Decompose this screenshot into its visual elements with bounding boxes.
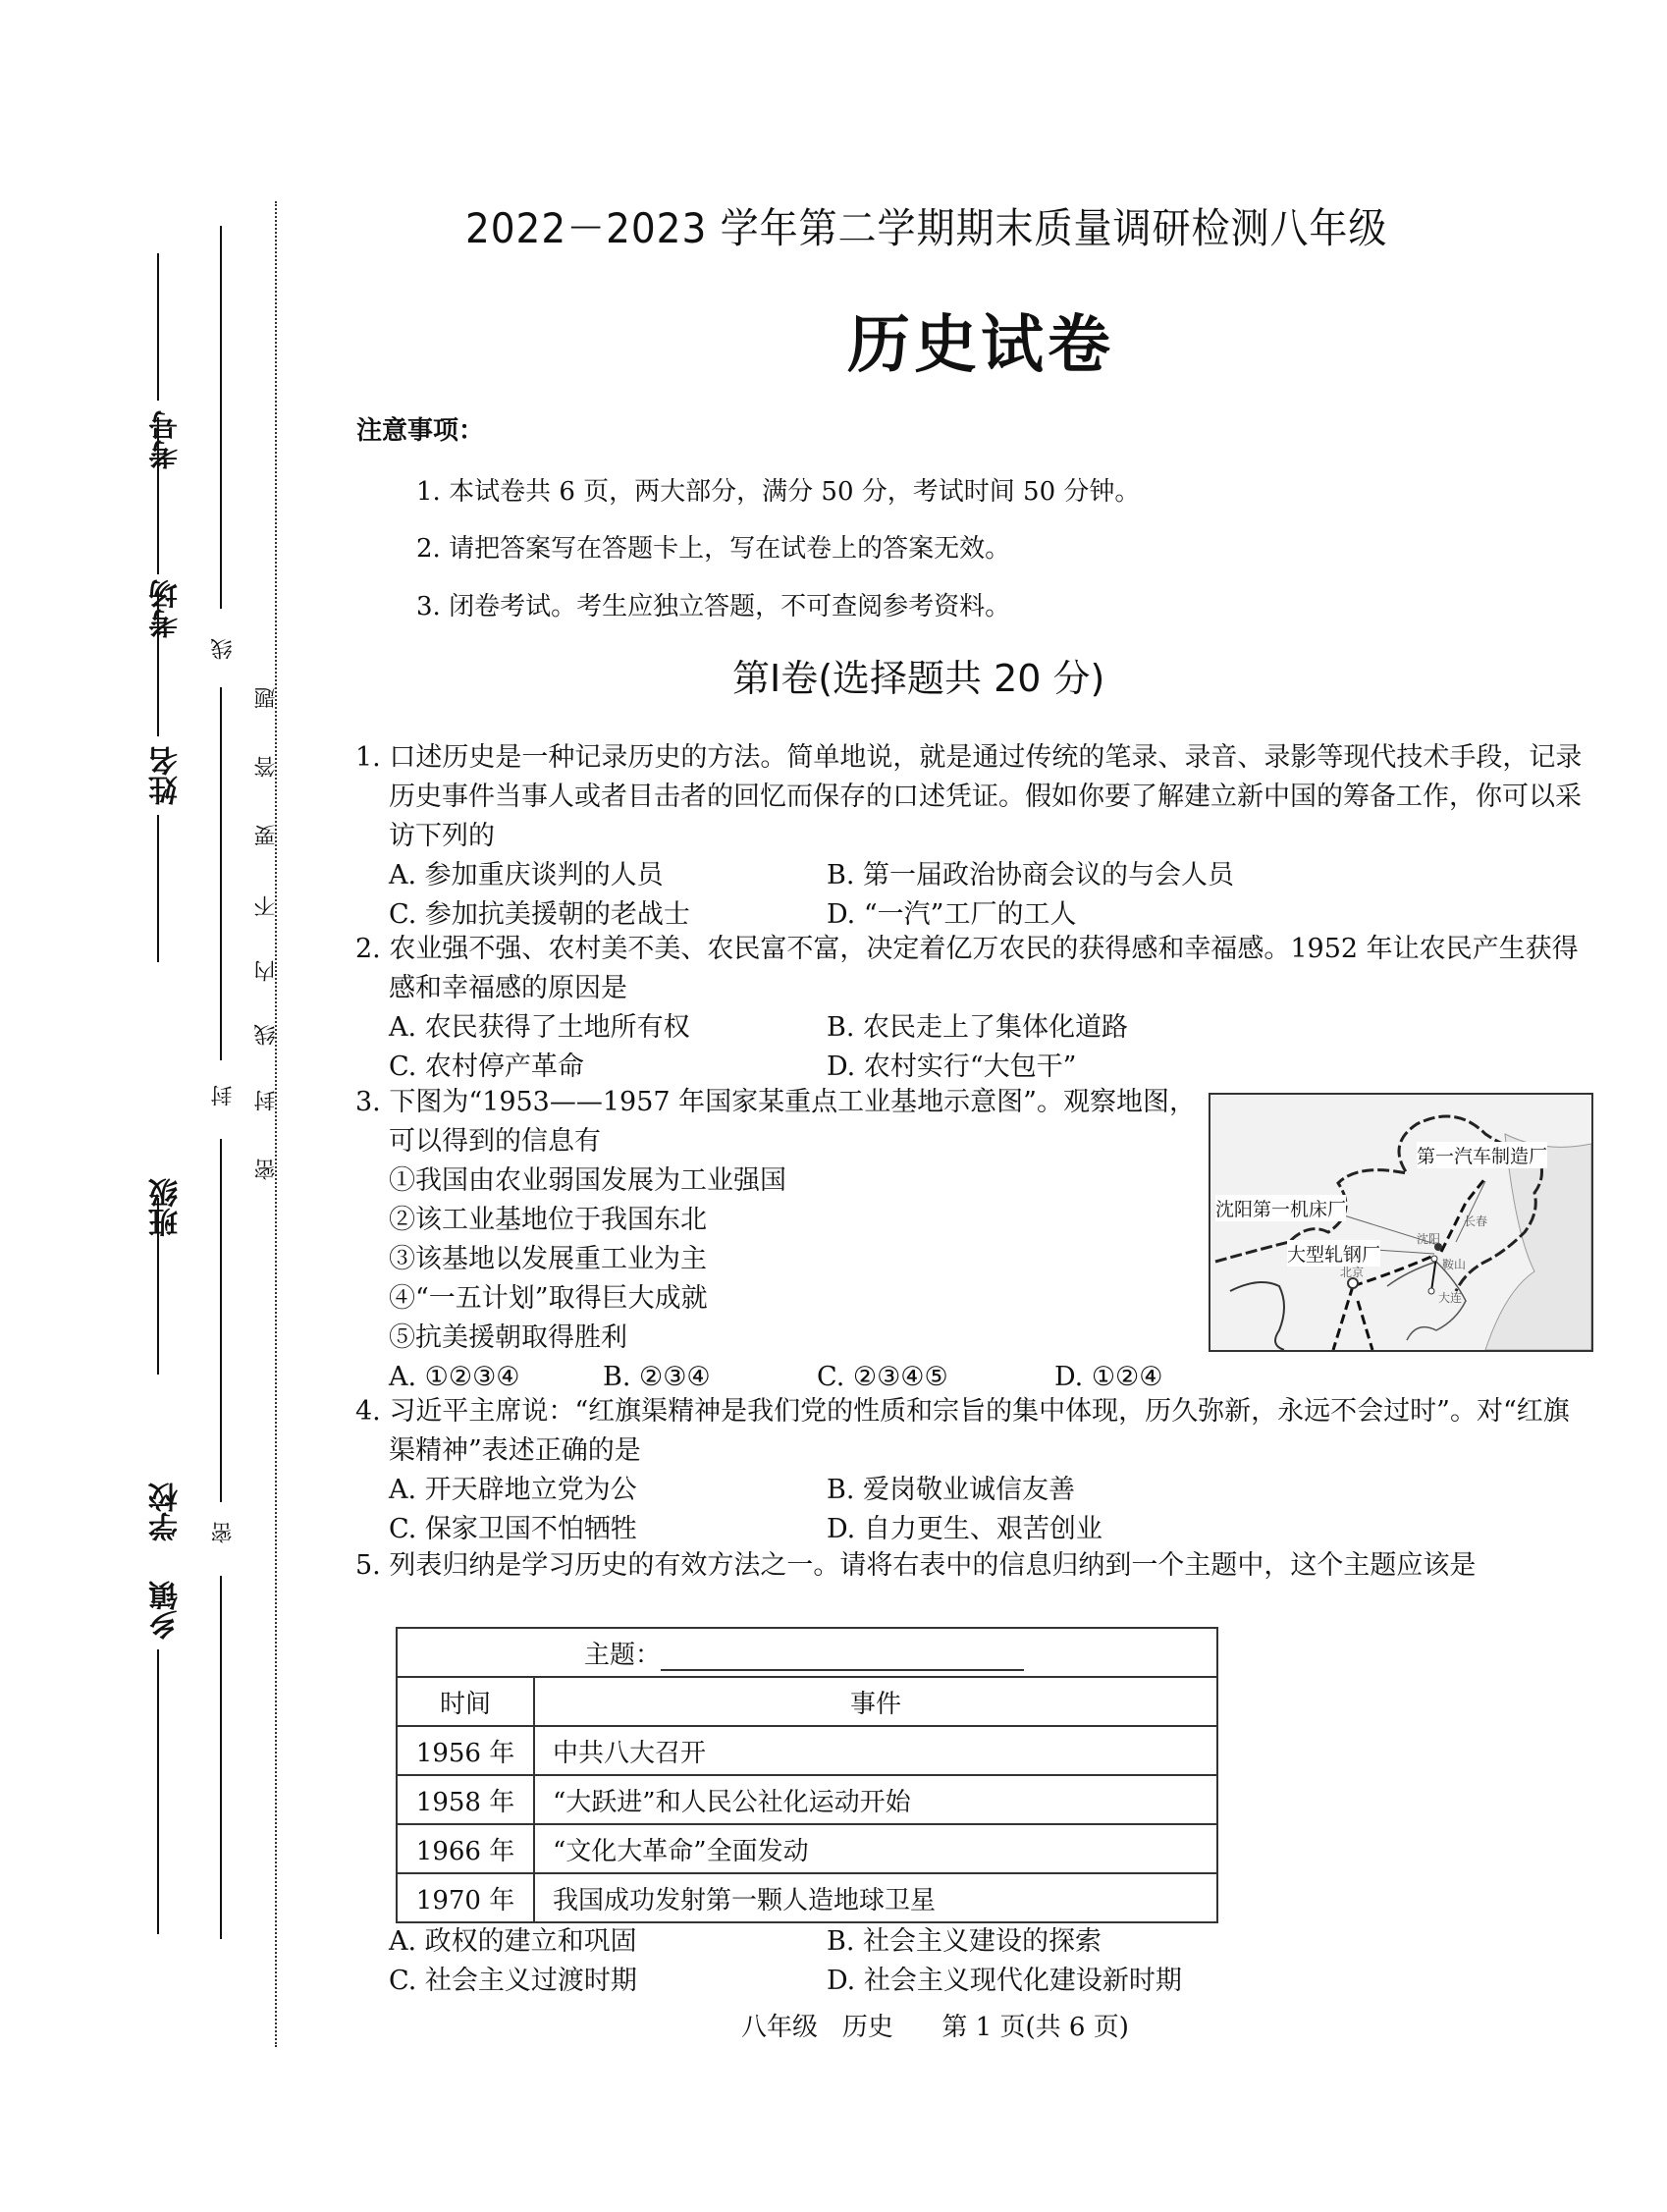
seal-line-segment xyxy=(220,687,222,1060)
warning-char: 密 xyxy=(254,1159,279,1180)
notice-item: 3. 闭卷考试。考生应独立答题，不可查阅参考资料。 xyxy=(416,592,1011,621)
province-line xyxy=(1230,1282,1284,1350)
city-dot xyxy=(1428,1288,1434,1294)
option-d[interactable]: D. 农村实行“大包干” xyxy=(827,1052,1077,1082)
page-footer xyxy=(741,2007,1129,2043)
option-d[interactable]: D. ①②④ xyxy=(1054,1362,1163,1392)
class-label: 班级 xyxy=(149,1178,184,1237)
statement-2: ②该工业基地位于我国东北 xyxy=(389,1205,707,1235)
map-label-machine-tool: 沈阳第一机床厂 xyxy=(1215,1195,1346,1221)
option-a[interactable]: A. 政权的建立和巩固 xyxy=(389,1926,637,1957)
option-d[interactable]: D. 自力更生、艰苦创业 xyxy=(827,1514,1102,1544)
cell-event: 中共八大召开 xyxy=(534,1726,1217,1775)
city-anshan: 鞍山 xyxy=(1442,1258,1467,1271)
city-beijing: 北京 xyxy=(1340,1266,1365,1279)
warning-char: 内 xyxy=(254,960,279,982)
option-a[interactable]: A. ①②③④ xyxy=(389,1362,520,1392)
subject-title: 历史试卷 xyxy=(847,308,1114,382)
option-b[interactable]: B. 农民走上了集体化道路 xyxy=(827,1012,1129,1043)
school-field[interactable] xyxy=(157,1198,159,1375)
township-label: 乡镇 xyxy=(149,1581,184,1640)
option-b[interactable]: B. 爱岗敬业诚信友善 xyxy=(827,1475,1076,1505)
question-1 xyxy=(355,738,1592,935)
events-table xyxy=(396,1627,1218,1923)
seal-word-xian: 线 xyxy=(211,638,236,660)
exam-title: 2022－2023 学年第二学期期末质量调研检测八年级 xyxy=(465,204,1388,252)
industrial-base-map xyxy=(1209,1093,1593,1352)
name-label: 姓名 xyxy=(149,746,184,805)
railway xyxy=(1333,1286,1353,1350)
option-c[interactable]: C. 农村停产革命 xyxy=(389,1052,584,1082)
table-row xyxy=(397,1726,1217,1775)
question-stem: 1. 口述历史是一种记录历史的方法。简单地说，就是通过传统的笔录、录音、录影等现代技术手段，记录历史事件当事人或者目击者的回忆而保存的口述凭证。假如你要了解建立新中国的筹备工作，你可以采访下列的 xyxy=(355,742,1583,851)
cell-year: 1970 年 xyxy=(397,1873,534,1922)
warning-char: 封 xyxy=(254,1090,279,1111)
cell-event: “大跃进”和人民公社化运动开始 xyxy=(534,1775,1217,1824)
footer-page: 第 1 页(共 6 页) xyxy=(941,2013,1129,2042)
township-field[interactable] xyxy=(157,1649,159,1934)
option-b[interactable]: B. 社会主义建设的探索 xyxy=(827,1926,1102,1957)
city-dalian: 大连 xyxy=(1438,1291,1463,1305)
railway xyxy=(1358,1301,1372,1350)
option-a[interactable]: A. 参加重庆谈判的人员 xyxy=(389,860,664,890)
option-d[interactable]: D. “一汽”工厂的工人 xyxy=(827,899,1077,930)
map-label-faw: 第一汽车制造厂 xyxy=(1417,1142,1547,1168)
option-c[interactable]: C. 社会主义过渡时期 xyxy=(389,1966,637,1996)
seal-word-mi: 密 xyxy=(211,1522,236,1543)
city-changchun: 长春 xyxy=(1464,1214,1488,1228)
header-event: 事件 xyxy=(534,1677,1217,1726)
option-c[interactable]: C. ②③④⑤ xyxy=(817,1362,948,1392)
warning-char: 题 xyxy=(254,687,279,709)
statement-3: ③该基地以发展重工业为主 xyxy=(389,1244,707,1274)
question-4 xyxy=(355,1392,1592,1549)
theme-row xyxy=(397,1628,1217,1677)
notice-item: 2. 请把答案写在答题卡上，写在试卷上的答案无效。 xyxy=(416,534,1011,564)
exam-number-label: 考号 xyxy=(149,410,184,469)
warning-char: 不 xyxy=(254,895,279,917)
leader-line xyxy=(1375,1250,1434,1254)
class-field[interactable] xyxy=(157,815,159,962)
option-d[interactable]: D. 社会主义现代化建设新时期 xyxy=(827,1966,1182,1996)
warning-char: 答 xyxy=(254,756,279,778)
seal-line-segment xyxy=(220,226,222,609)
map-drawing xyxy=(1210,1095,1591,1350)
city-shenyang: 沈阳 xyxy=(1417,1232,1441,1246)
statement-4: ④“一五计划”取得巨大成就 xyxy=(389,1283,708,1314)
map-label-steel-mill: 大型轧钢厂 xyxy=(1287,1240,1380,1267)
option-a[interactable]: A. 开天辟地立党为公 xyxy=(389,1475,637,1505)
option-b[interactable]: B. 第一届政治协商会议的与会人员 xyxy=(827,860,1235,890)
table-row xyxy=(397,1873,1217,1922)
school-label: 学校 xyxy=(149,1483,184,1541)
seal-line-segment xyxy=(220,1576,222,1939)
theme-label: 主题： xyxy=(584,1640,662,1670)
name-field[interactable] xyxy=(157,589,159,736)
question-3 xyxy=(355,1083,1200,1397)
question-stem: 5. 列表归纳是学习历史的有效方法之一。请将右表中的信息归纳到一个主题中，这个主题应该是 xyxy=(355,1550,1477,1581)
footer-grade: 八年级 xyxy=(741,2013,819,2042)
option-c[interactable]: C. 保家卫国不怕牺牲 xyxy=(389,1514,637,1544)
seal-word-feng: 封 xyxy=(211,1085,236,1106)
cell-event: 我国成功发射第一颗人造地球卫星 xyxy=(534,1873,1217,1922)
cell-year: 1966 年 xyxy=(397,1824,534,1873)
cell-event: “文化大革命”全面发动 xyxy=(534,1824,1217,1873)
question-stem: 4. 习近平主席说：“红旗渠精神是我们党的性质和宗旨的集中体现，历久弥新，永远不会过时”。对“红旗渠精神”表述正确的是 xyxy=(355,1396,1570,1466)
cell-year: 1956 年 xyxy=(397,1726,534,1775)
question-5-options xyxy=(355,1922,1592,2001)
question-stem: 2. 农业强不强、农村美不美、农民富不富，决定着亿万农民的获得感和幸福感。1952 年让农民产生获得感和幸福感的原因是 xyxy=(355,934,1579,1003)
exam-room-field[interactable] xyxy=(157,417,159,574)
notice-item: 1. 本试卷共 6 页，两大部分，满分 50 分，考试时间 50 分钟。 xyxy=(416,477,1141,507)
header-row xyxy=(397,1677,1217,1726)
statement-1: ①我国由农业弱国发展为工业强国 xyxy=(389,1165,786,1196)
warning-char: 要 xyxy=(254,825,279,846)
city-dot xyxy=(1431,1256,1437,1262)
statement-5: ⑤抗美援朝取得胜利 xyxy=(389,1322,627,1353)
option-b[interactable]: B. ②③④ xyxy=(603,1362,711,1392)
table-row xyxy=(397,1824,1217,1873)
table-row xyxy=(397,1775,1217,1824)
cell-year: 1958 年 xyxy=(397,1775,534,1824)
exam-room-label: 考场 xyxy=(149,579,184,638)
seal-line-segment xyxy=(220,1139,222,1502)
footer-subject: 历史 xyxy=(841,2013,893,2042)
cut-line-dotted xyxy=(275,201,277,2047)
warning-char: 线 xyxy=(254,1024,279,1046)
question-5 xyxy=(355,1546,1592,1586)
option-c[interactable]: C. 参加抗美援朝的老战士 xyxy=(389,899,690,930)
question-stem: 3. 下图为“1953——1957 年国家某重点工业基地示意图”。观察地图，可以得到的信息有 xyxy=(355,1087,1196,1157)
section-heading: 第Ⅰ卷(选择题共 20 分) xyxy=(732,657,1105,700)
option-a[interactable]: A. 农民获得了土地所有权 xyxy=(389,1012,690,1043)
theme-blank xyxy=(661,1646,1024,1671)
header-time: 时间 xyxy=(397,1677,534,1726)
question-2 xyxy=(355,930,1592,1087)
notice-heading: 注意事项： xyxy=(356,416,485,446)
